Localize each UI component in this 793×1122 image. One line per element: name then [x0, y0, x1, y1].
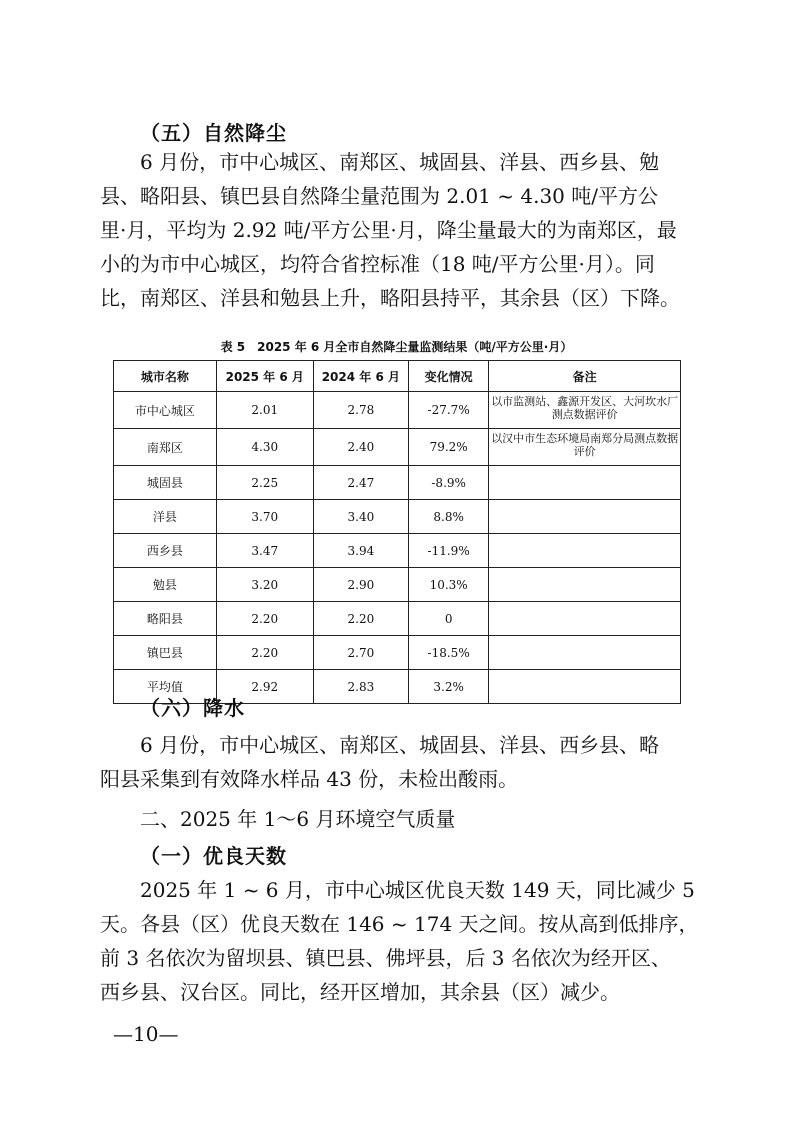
cell-change: -8.9% [408, 466, 488, 500]
table-row [114, 500, 681, 534]
cell-change: -27.7% [408, 392, 488, 429]
cell-2024: 2.90 [313, 568, 408, 602]
header-change: 变化情况 [408, 361, 488, 392]
cell-city: 城固县 [114, 466, 217, 500]
cell-change: 0 [408, 602, 488, 636]
cell-note [489, 602, 681, 636]
cell-change: 79.2% [408, 429, 488, 466]
cell-city: 西乡县 [114, 534, 217, 568]
header-city: 城市名称 [114, 361, 217, 392]
cell-2025: 2.20 [216, 636, 313, 670]
cell-2024: 3.40 [313, 500, 408, 534]
cell-city: 略阳县 [114, 602, 217, 636]
paragraph-line: 里·月，平均为 2.92 吨/平方公里·月，降尘量最大的为南郑区，最 [100, 218, 677, 242]
cell-2025: 2.92 [216, 670, 313, 704]
header-note: 备注 [489, 361, 681, 392]
cell-note: 以市监测站、鑫源开发区、大河坎水厂测点数据评价 [489, 392, 681, 429]
cell-city: 南郑区 [114, 429, 217, 466]
header-2024: 2024 年 6 月 [313, 361, 408, 392]
cell-change: -11.9% [408, 534, 488, 568]
cell-city: 勉县 [114, 568, 217, 602]
paragraph-line: 天。各县（区）优良天数在 146 ~ 174 天之间。按从高到低排序， [100, 912, 699, 936]
paragraph-line: 2025 年 1 ~ 6 月，市中心城区优良天数 149 天，同比减少 5 [140, 878, 695, 902]
excellent-days-paragraph [100, 873, 700, 1009]
cell-note [489, 534, 681, 568]
cell-2025: 2.01 [216, 392, 313, 429]
section-5-heading: （五）自然降尘 [140, 121, 287, 145]
cell-2024: 2.70 [313, 636, 408, 670]
table-row [114, 636, 681, 670]
paragraph-line: 县、略阳县、镇巴县自然降尘量范围为 2.01 ~ 4.30 吨/平方公 [100, 184, 658, 208]
paragraph-line: 6 月份，市中心城区、南郑区、城固县、洋县、西乡县、略 [140, 733, 660, 757]
cell-change: -18.5% [408, 636, 488, 670]
table-row [114, 568, 681, 602]
cell-note [489, 670, 681, 704]
paragraph-line: 小的为市中心城区，均符合省控标准（18 吨/平方公里·月）。同 [100, 252, 655, 276]
cell-note [489, 636, 681, 670]
table-header-row [114, 361, 681, 392]
cell-note [489, 568, 681, 602]
section-6-paragraph [100, 728, 700, 796]
table-row [114, 429, 681, 466]
cell-2025: 2.25 [216, 466, 313, 500]
cell-city: 镇巴县 [114, 636, 217, 670]
cell-2025: 3.70 [216, 500, 313, 534]
table-row [114, 392, 681, 429]
table-row [114, 602, 681, 636]
table-caption: 表 5 2025 年 6 月全市自然降尘量监测结果（吨/平方公里·月） [220, 340, 573, 354]
paragraph-line: 6 月份，市中心城区、南郑区、城固县、洋县、西乡县、勉 [140, 150, 660, 174]
cell-2024: 2.83 [313, 670, 408, 704]
cell-change: 3.2% [408, 670, 488, 704]
cell-note [489, 500, 681, 534]
cell-2025: 4.30 [216, 429, 313, 466]
header-2025: 2025 年 6 月 [216, 361, 313, 392]
cell-2024: 3.94 [313, 534, 408, 568]
cell-city: 平均值 [114, 670, 217, 704]
paragraph-line: 比，南郑区、洋县和勉县上升，略阳县持平，其余县（区）下降。 [100, 286, 680, 310]
cell-2024: 2.78 [313, 392, 408, 429]
cell-note [489, 466, 681, 500]
page-number: —10— [113, 1022, 179, 1046]
cell-change: 10.3% [408, 568, 488, 602]
cell-2025: 3.20 [216, 568, 313, 602]
section-6-heading: （六）降水 [140, 696, 245, 720]
paragraph-line: 阳县采集到有效降水样品 43 份，未检出酸雨。 [100, 767, 519, 791]
cell-note: 以汉中市生态环境局南郑分局测点数据评价 [489, 429, 681, 466]
cell-2025: 2.20 [216, 602, 313, 636]
cell-2025: 3.47 [216, 534, 313, 568]
excellent-days-heading: （一）优良天数 [140, 844, 287, 868]
cell-change: 8.8% [408, 500, 488, 534]
cell-city: 市中心城区 [114, 392, 217, 429]
section-5-paragraph [100, 145, 700, 315]
part-2-heading: 二、2025 年 1～6 月环境空气质量 [140, 807, 456, 831]
cell-2024: 2.40 [313, 429, 408, 466]
table-row [114, 534, 681, 568]
table-row [114, 466, 681, 500]
cell-2024: 2.20 [313, 602, 408, 636]
cell-2024: 2.47 [313, 466, 408, 500]
paragraph-line: 西乡县、汉台区。同比，经开区增加，其余县（区）减少。 [100, 980, 620, 1004]
dust-fall-table [113, 360, 681, 704]
paragraph-line: 前 3 名依次为留坝县、镇巴县、佛坪县，后 3 名依次为经开区、 [100, 946, 671, 970]
cell-city: 洋县 [114, 500, 217, 534]
